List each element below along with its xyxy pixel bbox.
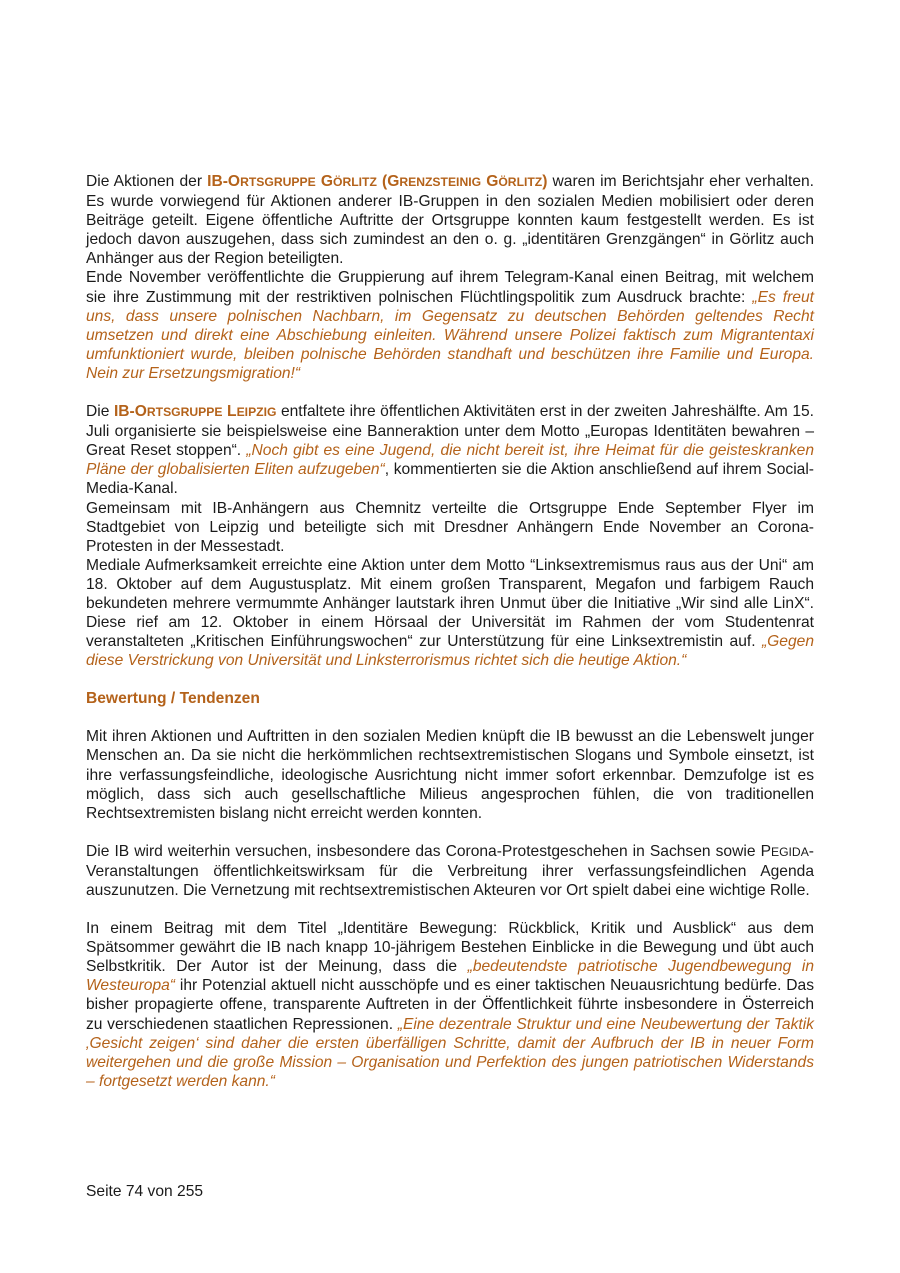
page-body xyxy=(86,172,814,1091)
section-heading: Bewertung / Tendenzen xyxy=(86,690,260,708)
paragraph-goerlitz-telegram xyxy=(86,268,814,383)
paragraph-goerlitz-activities xyxy=(86,172,814,268)
paragraph-text: Die Aktionen der xyxy=(86,173,208,190)
quote: „bedeutendste patriotische Jugendbewegung in Westeuropa“ xyxy=(86,958,814,995)
paragraph-bewertung-1: Mit ihren Aktionen und Auftritten in den sozialen Medien knüpft die IB bewusst an die Lebenswelt junger Menschen an. Da sie nicht die herkömmlichen rechtsextremistischen Slogans und Symbole einsetzt, ist ihre verfassungsfeindliche, ideologische Ausrichtung nicht immer sofort erkennbar. Demzufolge ist es möglich, dass sich auch gesellschaftliche Milieus angesprochen fühlen, die von traditionellen Rechtsextremisten bislang nicht erreicht werden konnten. xyxy=(86,728,814,822)
page-number: Seite 74 von 255 xyxy=(86,1183,204,1200)
paragraph-text: ihr Potenzial aktuell nicht ausschöpfe und es einer taktischen Neuausrichtung bedürfe. Das bisher propagierte offene, transparente Auftreten in der Öffentlichkeit führte insbesondere in Österreich zu verschiedenen staatlichen Repressionen. xyxy=(86,977,814,1033)
paragraph-bewertung-2 xyxy=(86,842,814,900)
quote: „Eine dezentrale Struktur und eine Neubewertung der Taktik ‚Gesicht zeigen‘ sind daher die ersten überfälligen Schritte, damit der Aufbruch der IB in neuer Form weitergehen und die große Mission – Organisation und Perfektion des jungen patriotischen Widerstands – fortgesetzt werden kann.“ xyxy=(86,1015,814,1090)
paragraph-text: Ende November veröffentlichte die Gruppierung auf ihrem Telegram-Kanal einen Beitrag, mit welchem sie ihre Zustimmung mit der restriktiven polnischen Flüchtlingspolitik zum Ausdruck brachte: xyxy=(86,269,814,306)
paragraph-bewertung-3 xyxy=(86,919,814,1091)
paragraph-leipzig-flyer: Gemeinsam mit IB-Anhängern aus Chemnitz verteilte die Ortsgruppe Ende September Flyer im Stadtgebiet von Leipzig und beteiligte sich mit Dresdner Anhängern Ende November an Corona-Protesten in der Messestadt. xyxy=(86,499,814,555)
paragraph-text: In einem Beitrag mit dem Titel „Identitäre Bewegung: Rückblick, Kritik und Ausblick“ aus dem Spätsommer gewährt die IB nach knapp 10-jährigem Bestehen Einblicke in die Bewegung und übt auch Selbstkritik. Der Autor ist der Meinung, dass die xyxy=(86,920,814,976)
paragraph-leipzig-activities xyxy=(86,402,814,498)
org-name-leipzig: IB-ORTSGRUPPE LEIPZIG xyxy=(113,403,277,421)
paragraph-text: Die IB wird weiterhin versuchen, insbesondere das Corona-Protestgeschehen in Sachsen sowie xyxy=(86,842,761,860)
quote: „Gegen diese Verstrickung von Universität und Linksterrorismus richtet sich die heutige Aktion.“ xyxy=(86,633,814,670)
paragraph-text: Mediale Aufmerksamkeit erreichte eine Aktion unter dem Motto “Linksextremismus raus aus der Uni“ am 18. Oktober auf dem Augustusplatz. Mit einem großen Transparent, Megafon und farbigem Rauch bekundeten mehrere vermummte Anhänger lautstark ihren Unmut über die Initiative „Wir sind alle LinX“. Diese rief am 12. Oktober in einem Hörsaal der Universität im Rahmen der vom Studentenrat veranstalteten „Kritischen Einführungswochen“ zur Unterstützung für eine Linksextremistin auf. xyxy=(86,556,814,651)
paragraph-leipzig-uni-action xyxy=(86,556,814,671)
paragraph-text: -Veranstaltungen öffentlichkeitswirksam für die Verbreitung ihrer verfassungsfeindlichen Agenda auszunutzen. Die Vernetzung mit rechtsextremistischen Akteuren vor Ort spielt dabei eine wichtige Rolle. xyxy=(86,842,814,899)
paragraph-text: , kommentierten sie die Aktion anschließend auf ihrem Social-Media-Kanal. xyxy=(86,461,814,498)
quote: „Es freut uns, dass unsere polnischen Nachbarn, im Gegensatz zu deutschen Behörden geltendes Recht umsetzen und direkt eine Abschiebung einleiten. Während unsere Polizei faktisch zum Migrantentaxi umfunktioniert wurde, bleiben polnische Behörden standhaft und beschützen ihre Familie und Europa. Nein zur Ersetzungsmigration!“ xyxy=(86,288,814,382)
org-name-goerlitz: IB-ORTSGRUPPE GÖRLITZ (GRENZSTEINIG GÖRLITZ) xyxy=(207,173,548,190)
paragraph-text: waren im Berichtsjahr eher verhalten. Es wurde vorwiegend für Aktionen anderer IB-Gruppen in den sozialen Medien mobilisiert oder deren Beiträge geteilt. Eigene öffentliche Auftritte der Ortsgruppe konnten kaum festgestellt werden. Es ist jedoch davon auszugehen, dass sich zumindest an den o. g. „identitären Grenzgängen“ in Görlitz auch Anhänger aus der Region beteiligten. xyxy=(86,173,814,268)
paragraph-text: entfaltete ihre öffentlichen Aktivitäten erst in der zweiten Jahreshälfte. Am 15. Juli organisierte sie beispielsweise eine Banneraktion unter dem Motto „Europas Identitäten bewahren – Great Reset stoppen“. xyxy=(86,403,815,460)
paragraph-text: Die xyxy=(86,403,114,421)
quote: „Noch gibt es eine Jugend, die nicht bereit ist, ihre Heimat für die geisteskranken Pläne der globalisierten Eliten aufzugeben“ xyxy=(86,442,814,479)
pegida-name: PEGIDA xyxy=(760,842,809,860)
